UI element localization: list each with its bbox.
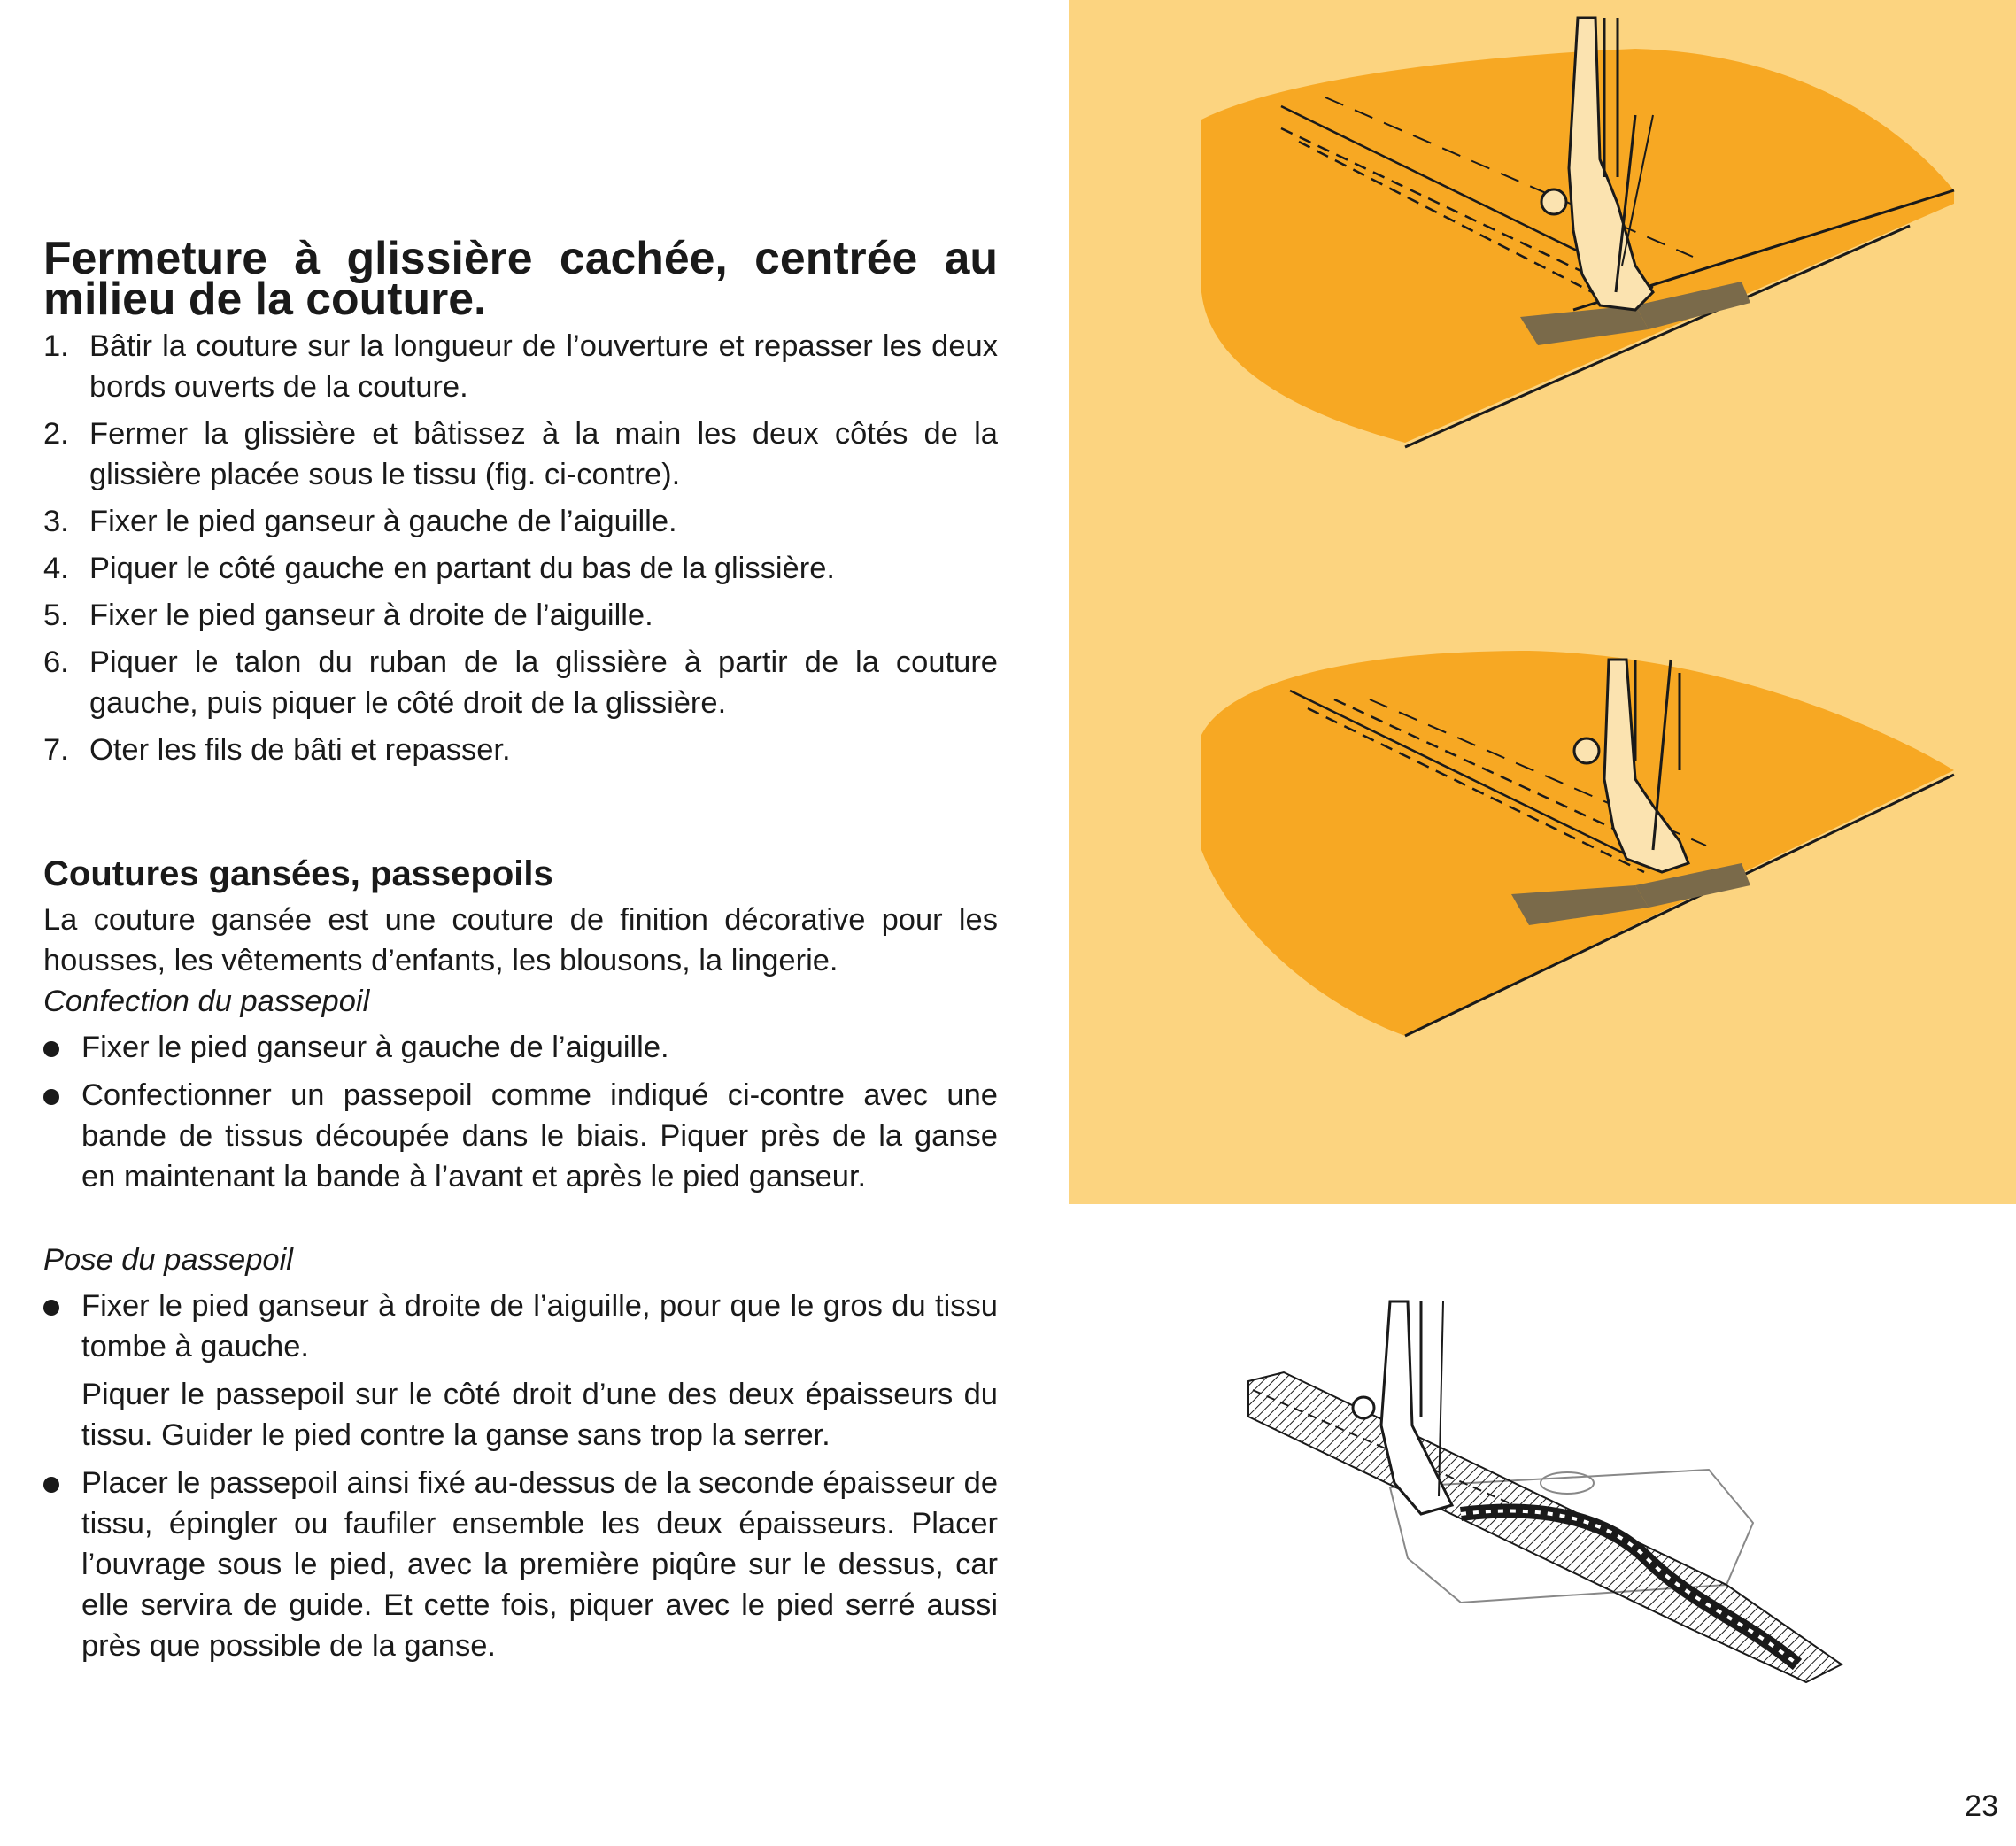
- step-number: 2.: [43, 417, 69, 451]
- bullet-text: Confectionner un passepoil comme indiqué ci-contre avec une bande de tissus découpée dans le biais. Piquer près de la ganse en maintenant la bande à l’avant et après le pied ganseur.: [81, 1078, 998, 1193]
- sewing-illustrations-svg: [1069, 0, 2016, 1204]
- step-text: Piquer le talon du ruban de la glissière à partir de la couture gauche, puis piquer le côté droit de la glissière.: [89, 645, 998, 720]
- piping-section-title: Coutures gansées, passepoils: [43, 854, 553, 893]
- bullet-item: [43, 1463, 998, 1666]
- bullet-dot: [43, 1041, 59, 1057]
- text-column: [43, 232, 998, 1673]
- illustration-panel: [1069, 0, 2016, 1204]
- piping-illustration: [1231, 1293, 1868, 1700]
- bullet-item: [43, 1075, 998, 1197]
- step-item: [43, 730, 998, 770]
- bullet-item: [43, 1286, 998, 1456]
- fabric-shape: [1201, 651, 1954, 1036]
- step-item: [43, 501, 998, 542]
- step-number: 7.: [43, 733, 69, 767]
- step-number: 1.: [43, 329, 69, 363]
- step-number: 3.: [43, 505, 69, 538]
- step-text: Bâtir la couture sur la longueur de l’ouverture et repasser les deux bords ouverts de la couture.: [89, 329, 998, 404]
- bullet-text: Placer le passepoil ainsi fixé au-dessus de la seconde épaisseur de tissu, épingler ou faufiler ensemble les deux épaisseurs. Placer l’ouvrage sous le pied, avec la première piqûre sur le dessus, car elle servira de guide. Et cette fois, piquer avec le pied serré aussi près que possible de la ganse.: [81, 1466, 998, 1663]
- bullet-dot: [43, 1089, 59, 1105]
- step-text: Fixer le pied ganseur à gauche de l’aiguille.: [89, 505, 677, 538]
- step-text: Oter les fils de bâti et repasser.: [89, 733, 511, 767]
- step-number: 4.: [43, 552, 69, 585]
- zipper-left-side-illustration: [1201, 18, 1954, 447]
- step-text: Piquer le côté gauche en partant du bas de la glissière.: [89, 552, 835, 585]
- step-item: [43, 595, 998, 636]
- piping-illustration-svg: [1231, 1293, 1868, 1700]
- confection-bullets: [43, 1027, 998, 1197]
- page-number: 23: [1965, 1789, 1998, 1823]
- zipper-right-side-illustration: [1201, 651, 1954, 1036]
- step-item: [43, 413, 998, 495]
- bullet-continuation: Piquer le passepoil sur le côté droit d’une des deux épaisseurs du tissu. Guider le pied contre la ganse sans trop la serrer.: [81, 1378, 998, 1452]
- zipper-section-title: Fermeture à glissière cachée, centrée au milieu de la couture.: [43, 232, 998, 324]
- pose-bullets: [43, 1286, 998, 1666]
- pose-subtitle: Pose du passepoil: [43, 1243, 293, 1277]
- step-item: [43, 326, 998, 407]
- bullet-item: [43, 1027, 998, 1068]
- step-text: Fermer la glissière et bâtissez à la main les deux côtés de la glissière placée sous le tissu (fig. ci-contre).: [89, 417, 998, 491]
- step-item: [43, 642, 998, 723]
- piping-intro: La couture gansée est une couture de finition décorative pour les housses, les vêtements d’enfants, les blousons, la lingerie.: [43, 903, 998, 977]
- step-item: [43, 548, 998, 589]
- bullet-dot: [43, 1477, 59, 1493]
- bullet-text: Fixer le pied ganseur à gauche de l’aiguille.: [81, 1031, 669, 1064]
- bullet-dot: [43, 1300, 59, 1316]
- zipper-steps-list: [43, 326, 998, 770]
- bullet-text: Fixer le pied ganseur à droite de l’aiguille, pour que le gros du tissu tombe à gauche.: [81, 1289, 998, 1363]
- step-number: 6.: [43, 645, 69, 679]
- step-text: Fixer le pied ganseur à droite de l’aiguille.: [89, 599, 653, 632]
- step-number: 5.: [43, 599, 69, 632]
- confection-subtitle: Confection du passepoil: [43, 985, 370, 1018]
